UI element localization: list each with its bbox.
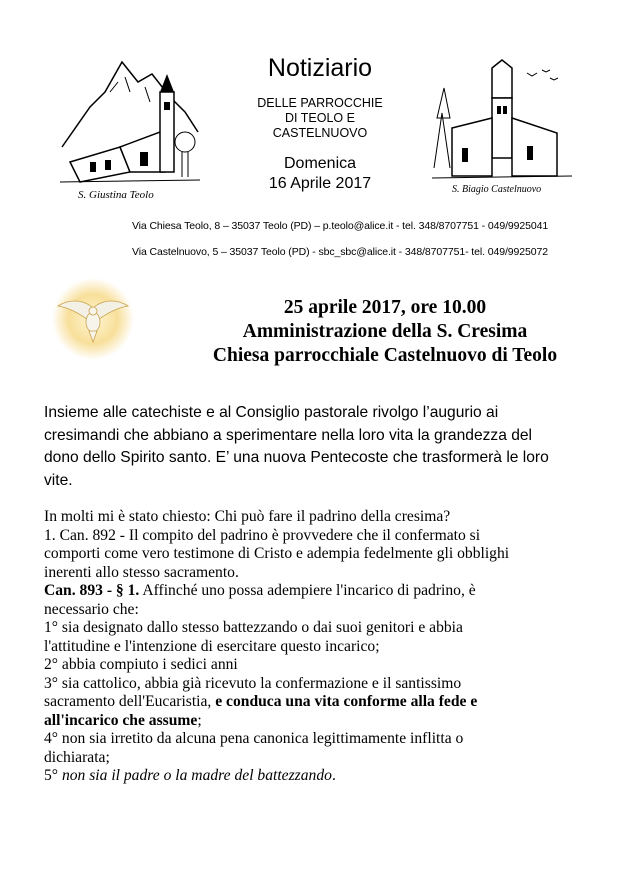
event-datetime: 25 aprile 2017, ore 10.00 xyxy=(283,297,487,318)
date-weekday: Domenica xyxy=(283,155,357,172)
can893-line xyxy=(44,582,604,601)
canon-law-section xyxy=(44,508,604,786)
intro-line: dono dello Spirito santo. E’ una nuova Pentecoste che trasformerà le loro xyxy=(44,449,549,466)
subtitle-line: DI TEOLO E xyxy=(285,111,355,125)
point-5-text: non sia il padre o la madre del battezzando xyxy=(61,767,332,784)
point-3-text: sacramento dell'Eucaristia, xyxy=(44,693,216,710)
question-line: In molti mi è stato chiesto: Chi può fare il padrino della cresima? xyxy=(44,508,451,525)
point-3-cont xyxy=(44,693,604,712)
intro-line: vite. xyxy=(44,471,73,489)
point-4-cont: dichiarata; xyxy=(44,748,110,766)
subtitle-line: CASTELNUOVO xyxy=(272,126,368,140)
left-caption: S. Giustina Teolo xyxy=(78,189,154,201)
can892-line: inerenti allo stesso sacramento. xyxy=(44,563,239,581)
date-day: 16 Aprile 2017 xyxy=(268,175,372,192)
newsletter-subtitle xyxy=(230,96,410,141)
point-4: 4° non sia irretito da alcuna pena canonica legittimamente inflitta o xyxy=(44,730,464,747)
can892-text: 1. Can. 892 - Il compito del padrino è provvedere che il confermato si xyxy=(44,526,481,544)
point-1-cont: l'attitudine e l'intenzione di esercitare questo incarico; xyxy=(44,637,380,655)
can892-line: comporti come vero testimone di Cristo e adempia fedelmente gli obblighi xyxy=(44,545,510,562)
point-3-emphasis-end: all'incarico che assume xyxy=(44,711,198,729)
point-3: 3° sia cattolico, abbia già ricevuto la confermazione e il santissimo xyxy=(44,674,462,692)
point-3-end xyxy=(44,712,604,731)
event-location: Chiesa parrocchiale Castelnuovo di Teolo xyxy=(212,345,558,366)
newsletter-date xyxy=(230,154,410,194)
church-illustration-left xyxy=(60,52,200,202)
contact-castelnuovo: Via Castelnuovo, 5 – 35037 Teolo (PD) - sbc_sbc@alice.it - 348/8707751- tel. 049/9925072 xyxy=(132,246,548,258)
holy-spirit-dove-image xyxy=(52,278,134,360)
subtitle-line: DELLE PARROCCHIE xyxy=(257,96,383,110)
church-illustration-right xyxy=(432,58,572,203)
intro-line: cresimandi che abbiano a sperimentare nella loro vita la grandezza del xyxy=(44,426,533,444)
intro-paragraph xyxy=(44,402,604,492)
contact-teolo: Via Chiesa Teolo, 8 – 35037 Teolo (PD) – p.teolo@alice.it - tel. 348/8707751 - 049/9925041 xyxy=(131,220,549,232)
can893-label: Can. 893 - § 1. xyxy=(44,582,140,599)
point-3-emphasis: e conduca una vita conforme alla fede e xyxy=(215,693,478,710)
right-caption: S. Biagio Castelnuovo xyxy=(452,184,542,195)
point-2: 2° abbia compiuto i sedici anni xyxy=(44,656,238,673)
intro-line: Insieme alle catechiste e al Consiglio pastorale rivolgo l’augurio ai xyxy=(44,404,499,421)
event-title: Amministrazione della S. Cresima xyxy=(242,321,528,342)
point-5 xyxy=(44,767,604,786)
point-5-period: . xyxy=(331,767,336,784)
can893-text: Affinché uno possa adempiere l'incarico di padrino, è xyxy=(139,582,476,599)
point-3-semicolon: ; xyxy=(197,711,202,729)
can893-line: necessario che: xyxy=(44,600,139,618)
can892-line xyxy=(44,527,604,546)
point-1: 1° sia designato dallo stesso battezzando o dai suoi genitori e abbia xyxy=(44,619,463,636)
point-5-number: 5° xyxy=(44,767,62,784)
newsletter-title: Notiziario xyxy=(267,54,373,82)
